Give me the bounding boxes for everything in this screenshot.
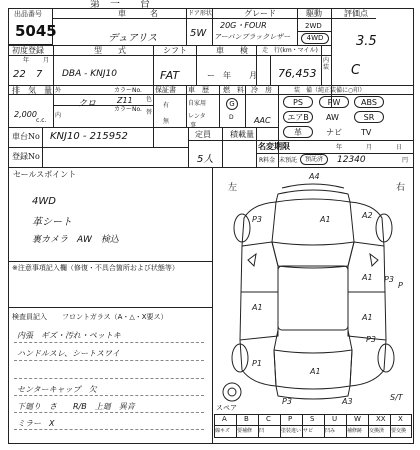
recycle-label: R料金 <box>259 157 276 164</box>
row3-header-line <box>8 94 414 95</box>
row2-divider-c <box>196 45 197 85</box>
legend-code: U <box>332 415 338 423</box>
door-label: ドア形状 <box>188 10 212 17</box>
legend-name: 凹み <box>325 428 336 434</box>
drive-4wd-circled: 4WD <box>301 33 329 44</box>
fuel-label: 燃 料 <box>223 86 244 94</box>
legend-name: 補修跡 <box>347 428 363 434</box>
model-label: 型 式 <box>94 46 126 55</box>
mark-hood: A1 <box>320 215 331 224</box>
inspector-line-3 <box>14 378 204 379</box>
inspector-label: 検査員記入 <box>12 313 47 321</box>
legend-code: XX <box>376 415 386 423</box>
history-rental: レンタ <box>188 113 206 120</box>
inspection-value: ー 年 <box>207 71 231 80</box>
door-value: 5W <box>190 28 207 39</box>
load-label: 積載量 <box>230 130 254 139</box>
row1-divider-a <box>186 8 187 45</box>
legend-col-divider <box>368 414 369 438</box>
score-label: 評価点 <box>344 9 368 18</box>
legend-code: P <box>288 415 293 423</box>
first-reg-label: 初度登録 <box>12 46 44 55</box>
inspector-note-6: ミラー X <box>17 419 55 428</box>
warranty-label: 保証書 <box>155 86 176 94</box>
row3-divider-d <box>219 85 220 127</box>
mark-right-rear-door: A1 <box>362 313 373 322</box>
recycle-line <box>256 153 414 154</box>
row4-top-line <box>8 127 278 128</box>
sales-point-2: 革シート <box>32 217 72 228</box>
change-label: 替 <box>146 109 153 116</box>
mileage-label: 走 行(km・マイル) <box>262 47 318 54</box>
lot-label: 出品番号 <box>14 10 42 18</box>
mark-back-door: A1 <box>310 367 321 376</box>
equip-leather-circled: 革 <box>283 126 313 138</box>
legend-col-divider <box>236 414 237 438</box>
name-change-label: 名変期限 <box>258 141 290 151</box>
inspector-note-5: 下廻り さ R/B 上廻 異音 <box>17 402 135 411</box>
row3-divider-f <box>278 85 279 127</box>
mark-right-front-door: A1 <box>362 273 373 282</box>
vin-value: KNJ10 - 215952 <box>50 131 128 142</box>
yen-mark: 円 <box>402 157 409 164</box>
shift-value: FAT <box>160 69 180 82</box>
spare-label: スペア <box>216 404 237 412</box>
legend-col-divider <box>258 414 259 438</box>
legend-divider <box>214 425 412 426</box>
row2-divider-a <box>53 45 54 85</box>
diagram-right-label: 右 <box>396 183 406 193</box>
legend-name: 交換済 <box>369 428 385 434</box>
equip-navi: ナビ <box>326 128 342 137</box>
legend-name: 要交換 <box>391 428 407 434</box>
notes-top-line <box>8 261 212 262</box>
history-label: 車 歴 <box>188 86 209 94</box>
row4-divider-b <box>222 127 223 167</box>
row1-header-divider <box>53 18 297 19</box>
row4-divider-d <box>256 127 257 167</box>
equip-aw: AW <box>326 113 339 122</box>
inspector-note-1: 内張 ギズ・汚れ・ペットキ <box>17 331 121 340</box>
legend-col-divider <box>280 414 281 438</box>
inspection-month: 月 <box>249 71 257 80</box>
mileage-inner-divider <box>270 55 271 85</box>
glass-label: フロントガラス（A・△・X要ス） <box>62 313 168 321</box>
inspector-line-1 <box>14 342 204 343</box>
recycle-paid-circled: 預託済 <box>300 154 328 165</box>
row1-divider-c <box>297 8 298 45</box>
recycle-amount: 12340 <box>337 155 366 165</box>
interior-divider <box>321 45 322 85</box>
capacity-label: 定員 <box>195 130 211 139</box>
vin-label: 車台No <box>12 132 40 141</box>
ac-label: 冷 房 <box>251 86 272 94</box>
year-mark: 年 <box>23 57 30 64</box>
capacity-value: 5人 <box>197 154 214 165</box>
equip-airbag-circled: エアB <box>283 111 313 123</box>
sales-label: セールスポイント <box>13 170 77 179</box>
legend-code: W <box>354 415 361 423</box>
interior-label: 内装 <box>323 57 330 71</box>
legend-name: 塗装違い <box>281 428 302 434</box>
name-change-year: 年 <box>336 144 343 151</box>
equip-tv: TV <box>361 128 372 137</box>
equip-pw-circled: PW <box>319 96 349 108</box>
legend-name: 線キズ <box>215 428 230 434</box>
legend-name: サビ <box>303 428 314 434</box>
row2-header-line <box>8 55 331 56</box>
row3-divider-e <box>245 85 246 127</box>
legend-code: A <box>222 415 227 423</box>
legend-name: 凹 <box>259 428 265 434</box>
drive-divider-top <box>297 18 331 19</box>
diagram-left-label: 左 <box>228 183 238 193</box>
cc-mark: c.c. <box>36 117 47 124</box>
interior-grade: C <box>351 63 361 78</box>
history-business: 事 <box>190 122 197 129</box>
warranty-yes: 有 <box>163 102 170 109</box>
mark-right-mirror: P3 <box>384 275 394 284</box>
inspector-top-line <box>8 307 212 308</box>
grade-line1: 20G・FOUR <box>220 21 267 30</box>
title-fragment: 第 一 台 <box>90 0 150 10</box>
inspector-line-5 <box>14 412 204 413</box>
lower-top-line <box>8 167 414 168</box>
legend-code: C <box>266 415 271 423</box>
history-private: 自家用 <box>188 100 207 107</box>
exterior-label: 外 <box>55 87 62 94</box>
equip-sr-circled: SR <box>354 111 384 123</box>
interior-color-label: 内 <box>55 112 62 119</box>
drive-divider-mid <box>297 31 331 32</box>
car-name: デュアリス <box>108 33 158 44</box>
vin-row-divider <box>8 147 188 148</box>
name-change-day: 日 <box>396 144 403 151</box>
shift-label: シフト <box>163 46 187 55</box>
drive-2wd: 2WD <box>305 22 322 30</box>
row3-top-line <box>8 85 414 86</box>
inspection-label: 車 検 <box>216 46 248 55</box>
row1-divider-b <box>212 8 213 45</box>
displacement-label: 排 気 量 <box>12 86 52 95</box>
legend-code: S <box>310 415 315 423</box>
color-no: Z11 <box>117 96 133 105</box>
inspector-note-4: センターキャップ 欠 <box>17 385 97 394</box>
mileage-value: 76,453 <box>278 67 317 80</box>
fuel-gasoline-circled: G <box>226 98 238 110</box>
mark-left-front-fender: P3 <box>252 215 262 224</box>
fuel-diesel: D <box>229 114 234 121</box>
row3-divider-a <box>53 85 54 127</box>
car-name-label: 車 名 <box>118 9 158 18</box>
exterior-color: クロ <box>78 99 97 109</box>
row2-divider-b <box>153 45 154 85</box>
warranty-no: 無 <box>163 118 170 125</box>
equip-ps-circled: PS <box>283 96 313 108</box>
score-value: 3.5 <box>356 34 377 49</box>
first-reg-month: 7 <box>36 69 43 80</box>
sales-point-1: 4WD <box>32 196 56 207</box>
mark-left-rear-fender: P1 <box>252 359 262 368</box>
mark-left-rear-door: A1 <box>252 303 263 312</box>
legend-col-divider <box>302 414 303 438</box>
displacement-value: 2,000 <box>14 110 37 119</box>
row4-divider-a <box>188 127 189 167</box>
mark-right-side: P <box>398 281 403 290</box>
inspector-note-2: ハンドルスレ、シートスワイ <box>17 349 120 358</box>
recycle-status: 未預託 <box>279 157 298 164</box>
row3-divider-b <box>153 85 154 147</box>
grade-label: グレード <box>244 9 276 18</box>
ac-value: AAC <box>254 116 271 125</box>
inspector-line-2 <box>14 360 204 361</box>
month-mark: 月 <box>43 57 50 64</box>
inspector-line-4 <box>14 395 204 396</box>
legend-code: X <box>398 415 403 423</box>
reg-no-label: 登録No <box>12 152 40 161</box>
legend-name: 要補修 <box>237 428 253 434</box>
legend-col-divider <box>324 414 325 438</box>
mark-front-bumper: A4 <box>309 172 320 181</box>
equipment-label: 装 備（純正装備に○印） <box>294 87 366 94</box>
score-divider-top <box>331 18 376 19</box>
color-no-label: カラーNo. <box>114 87 142 94</box>
mark-rear-bumper-left: P3 <box>282 397 292 406</box>
row2-divider-d <box>256 45 257 85</box>
lot-number: 5045 <box>15 22 57 40</box>
equip-abs-circled: ABS <box>354 96 384 108</box>
row3-divider-c <box>186 85 187 127</box>
notes-label: ※注意事項記入欄（修復・不具合箇所および状態等） <box>12 264 179 272</box>
color-row-divider <box>53 105 153 106</box>
legend-code: B <box>244 415 249 423</box>
color-label: 色 <box>146 96 153 103</box>
grade-line2: アーバンブラックレザー <box>214 33 291 41</box>
mark-rear-bumper-right: A3 <box>342 397 353 406</box>
drive-label: 駆動 <box>306 9 322 18</box>
first-reg-year: 22 <box>13 69 26 80</box>
model-value: DBA - KNJ10 <box>62 69 117 79</box>
car-damage-diagram <box>212 170 414 410</box>
color-no-label-2: カラーNo. <box>114 106 142 113</box>
legend-col-divider <box>346 414 347 438</box>
name-change-month: 月 <box>366 144 373 151</box>
mark-right-rear-fender: P3 <box>366 335 376 344</box>
mark-right-front-fender: A2 <box>362 211 373 220</box>
inspector-line-6 <box>14 429 204 430</box>
sales-point-3: 裏カメラ AW 検込 <box>32 235 119 245</box>
legend-col-divider <box>390 414 391 438</box>
mark-spare-area: S/T <box>390 393 403 402</box>
